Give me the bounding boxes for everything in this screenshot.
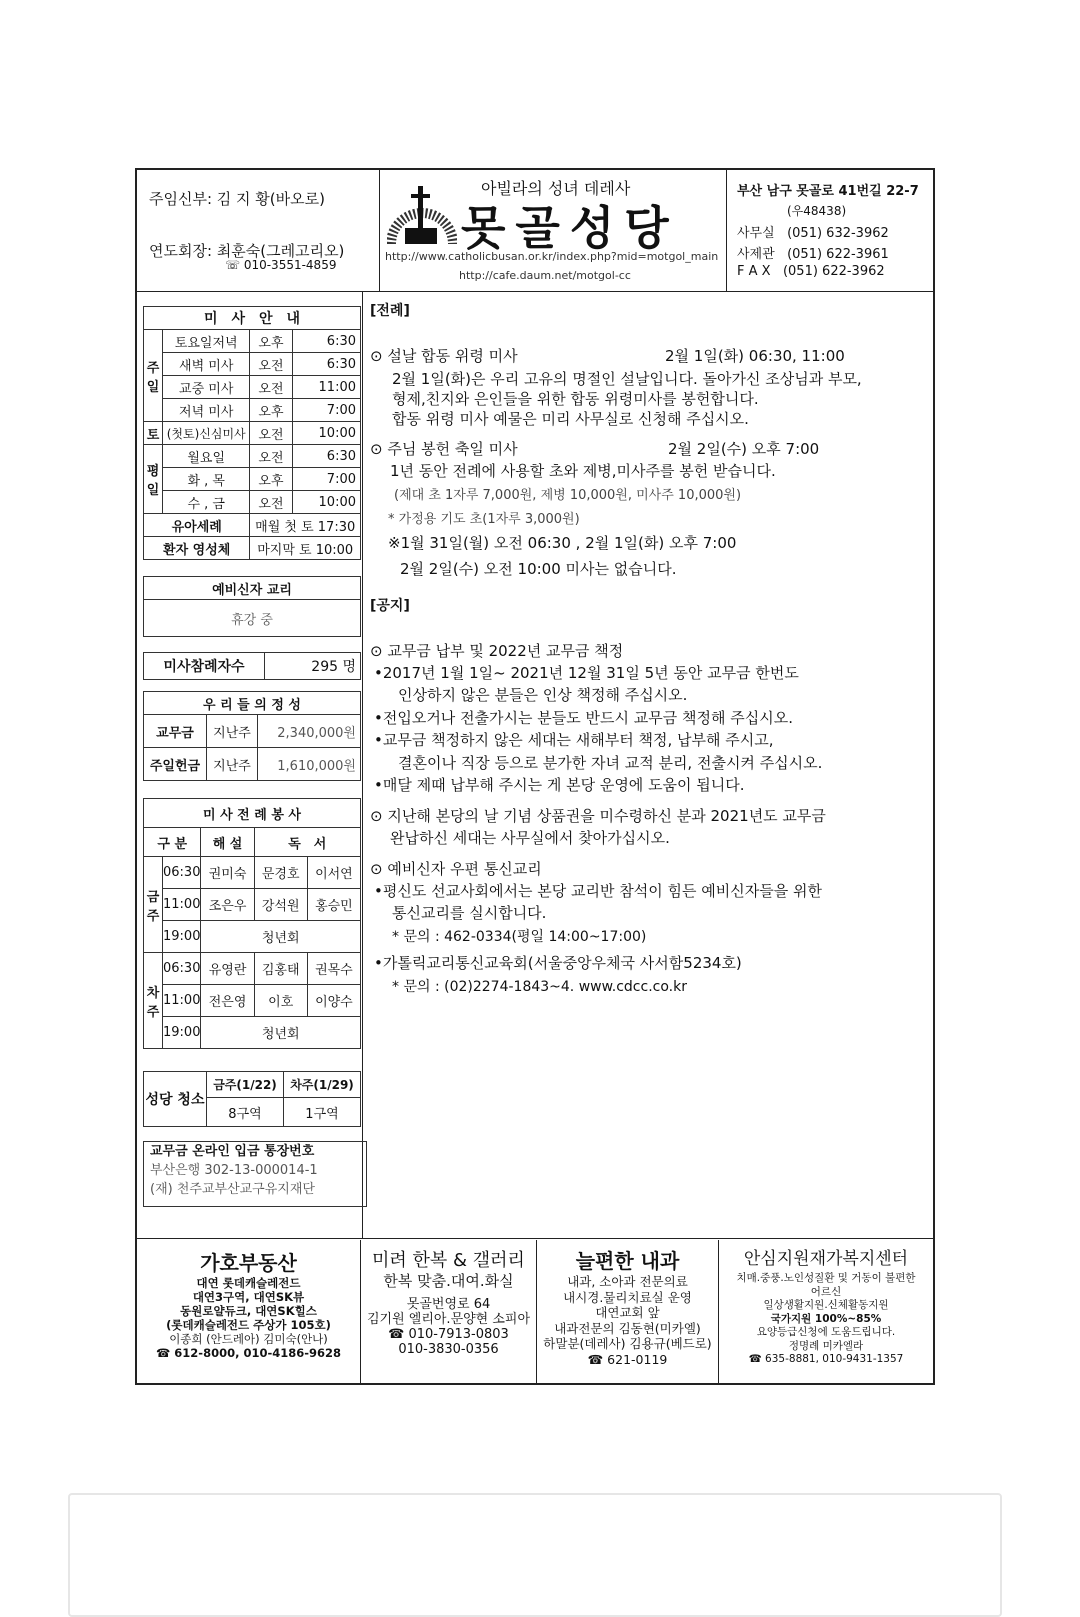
text-line: 2월 1일(화) 06:30, 11:00 [665, 347, 845, 365]
cell: 한복 맞춤.대여.화실 [383, 1272, 514, 1290]
cell: (롯데캐슬레전드 주상가 105호) [166, 1318, 331, 1332]
cell: 해 설 [201, 828, 254, 857]
cell: 환자 영성체 [144, 537, 250, 560]
cell: 주일헌금 [144, 748, 207, 781]
cell: 늘편한 내과 [575, 1249, 680, 1273]
cell: 내과전문의 김동현(미카엘) [554, 1320, 701, 1336]
text-line: * 문의 : (02)2274-1843~4. www.cdcc.co.kr [392, 979, 687, 995]
cell: 화 , 목 [163, 468, 250, 491]
cell: 11:00 [163, 889, 201, 921]
text-line: 형제,친지와 은인들을 위한 합동 위령미사를 봉헌합니다. [392, 390, 759, 408]
cell: 차주(1/29) [284, 1072, 361, 1098]
cell: (051) 622-3962 [782, 264, 885, 279]
text-line: (제대 초 1자루 7,000원, 제병 10,000원, 미사주 10,000원) [394, 488, 742, 503]
cell: 치매.중풍.노인성질환 및 거동이 불편한 [736, 1272, 916, 1284]
text-line: •교무금 책정하지 않은 세대는 새해부터 책정, 납부해 주시고, [374, 731, 774, 749]
cell: 조은우 [201, 889, 254, 921]
cell: 06:30 [163, 857, 201, 889]
cell: ☎ 621-0119 [587, 1351, 668, 1367]
cell: (051) 622-3961 [787, 247, 889, 262]
text-line: •2017년 1월 1일~ 2021년 12월 31일 5년 동안 교무금 한번도 [374, 664, 799, 682]
cell: 요양등급신청에 도움드립니다. [756, 1326, 896, 1338]
cell: 2,340,000원 [258, 715, 361, 748]
ad-clinic [537, 1240, 719, 1383]
cell: 6:30 [292, 353, 361, 376]
cell: 예비신자 교리 [144, 577, 361, 600]
cell: 금주 [144, 857, 163, 953]
cell: 문경호 [254, 857, 307, 889]
text-line: •가톨릭교리통신교육회(서울중앙우체국 사서함5234호) [374, 954, 742, 972]
cell: 우 리 들 의 정 성 [144, 692, 361, 715]
patron-saint: 아빌라의 성녀 데레사 [481, 179, 631, 198]
section-heading: [전례] [370, 303, 410, 319]
cafe-url[interactable]: http://cafe.daum.net/motgol-cc [459, 269, 631, 282]
cell: 못골번영로 64 [406, 1297, 491, 1312]
cell: 오전 [250, 445, 292, 468]
text-line: 2월 1일(화)은 우리 고유의 명절인 설날입니다. 돌아가신 조상님과 부모, [392, 370, 862, 388]
cell: 구 분 [144, 828, 201, 857]
cell: 강석원 [254, 889, 307, 921]
text-line: 통신교리를 실시합니다. [392, 904, 547, 922]
cell: ☎ 612-8000, 010-4186-9628 [155, 1346, 342, 1360]
sick-communion-time [250, 537, 361, 560]
cell: 내과, 소아과 전문의료 [567, 1274, 688, 1289]
cell: 오전 [250, 491, 292, 514]
contact-office [737, 222, 889, 241]
cell: ☎ 010-7913-0803 [388, 1327, 509, 1342]
attendance-table [143, 652, 361, 680]
cell: 오전 [250, 353, 292, 376]
cell: 어르신 [810, 1285, 842, 1298]
cell: 이양수 [307, 985, 360, 1017]
contact-fax [737, 264, 885, 279]
text-line: •평신도 선교사회에서는 본당 교리반 참석이 힘든 예비신자들을 위한 [374, 882, 822, 900]
cell: 대연 롯데캐슬레전드 [196, 1276, 301, 1290]
cell: 독 서 [254, 828, 360, 857]
cell: 정명례 미카엘라 [788, 1339, 864, 1352]
cell: 11:00 [163, 985, 201, 1017]
cell: 대연3구역, 대연SK뷰 [192, 1290, 305, 1304]
text-line: ⊙ 설날 합동 위령 미사 [370, 347, 518, 365]
cell: 미 사 전 례 봉 사 [144, 799, 361, 828]
cell: 수 , 금 [163, 491, 250, 514]
text-line: •매달 제때 납부해 주시는 게 본당 운영에 도움이 됩니다. [374, 776, 745, 794]
cell: 미려 한복 & 갤러리 [372, 1250, 525, 1271]
text-line: 1년 동안 전례에 사용할 초와 제병,미사주를 봉헌 받습니다. [390, 462, 776, 480]
president-phone: ☏ 010-3551-4859 [225, 258, 337, 272]
cell: 오전 [250, 376, 292, 399]
catechumen-table [143, 576, 361, 637]
cell: 오전 [250, 422, 292, 445]
cell: 오후 [250, 330, 292, 353]
cell: 가호부동산 [200, 1251, 297, 1275]
cell: 오후 [250, 399, 292, 422]
cell: (재) 천주교부산교구유지재단 [150, 1182, 315, 1197]
cell: 저녁 미사 [163, 399, 250, 422]
cell: 지난주 [207, 748, 258, 781]
offering-table [143, 691, 361, 781]
cell: 홍승민 [307, 889, 360, 921]
cell: 6:30 [292, 330, 361, 353]
mass-title: 미 사 안 내 [144, 307, 361, 330]
cell: 전은영 [201, 985, 254, 1017]
text-line: ⊙ 교무금 납부 및 2022년 교무금 책정 [370, 642, 624, 660]
cell: 성당 청소 [144, 1072, 207, 1127]
cell: 19:00 [163, 921, 201, 953]
ad-realestate [137, 1240, 361, 1383]
cell: 마지막 토 [257, 542, 312, 558]
diocese-url[interactable]: http://www.catholicbusan.or.kr/index.php?mid=motgol_main [385, 250, 719, 263]
next-card[interactable] [68, 1493, 1002, 1617]
cell: 김기원 엘리아.문양현 소피아 [366, 1312, 531, 1327]
cell: 010-3830-0356 [398, 1342, 499, 1357]
cell: 19:00 [163, 1017, 201, 1049]
text-line: ※1월 31일(월) 오전 06:30 , 2월 1일(화) 오후 7:00 [388, 534, 737, 552]
cell: 내시경.물리치료실 운영 [563, 1289, 692, 1305]
cell: 이서연 [307, 857, 360, 889]
cell: 휴강 중 [144, 600, 361, 637]
cell: 금주(1/22) [207, 1072, 284, 1098]
cell: 토 [144, 422, 163, 445]
text-line: * 문의 : 462-0334(평일 14:00~17:00) [392, 929, 647, 945]
cell: (051) 632-3962 [787, 226, 889, 241]
bulletin-page [135, 168, 935, 1385]
cell: 7:00 [292, 399, 361, 422]
cell: 권미숙 [201, 857, 254, 889]
cell: 새벽 미사 [163, 353, 250, 376]
cell: ☎ 635-8881, 010-9431-1357 [748, 1353, 904, 1365]
cell: 교무금 [144, 715, 207, 748]
cell: 10:00 [315, 542, 354, 558]
text-line: 인상하지 않은 분들은 인상 책정해 주십시오. [398, 686, 688, 704]
cell: 오후 [250, 468, 292, 491]
church-logo-icon [387, 184, 457, 246]
text-line: ⊙ 주님 봉헌 축일 미사 [370, 440, 518, 458]
cell: 11:00 [292, 376, 361, 399]
divider [137, 291, 933, 292]
cell: 안심지원재가복지센터 [743, 1249, 909, 1269]
ad-welfare-center [719, 1240, 933, 1383]
cell: 7:00 [292, 468, 361, 491]
section-heading: [공지] [370, 598, 410, 614]
cell: 사무실 [737, 226, 775, 241]
cell: 청년회 [201, 1017, 361, 1049]
online-account-box [143, 1141, 367, 1207]
contact-rectory [737, 243, 889, 262]
cell: 이종희 (안드레아) 김미숙(안나) [169, 1332, 328, 1346]
postal-code: (우48438) [787, 204, 847, 218]
cleaning-table [143, 1071, 361, 1127]
cell: 김홍태 [254, 953, 307, 985]
header-left [137, 170, 380, 291]
divider [137, 1238, 933, 1239]
cell: 1,610,000원 [258, 748, 361, 781]
cell: 토요일저녁 [163, 330, 250, 353]
cell: 국가지원 100%~85% [770, 1312, 882, 1325]
cell: 교중 미사 [163, 376, 250, 399]
cell: 평일 [144, 445, 163, 514]
cell: 10:00 [292, 491, 361, 514]
cell: 청년회 [201, 921, 361, 953]
cell: 사제관 [737, 247, 775, 262]
cell: 06:30 [163, 953, 201, 985]
pastor: 주임신부: 김 지 황(바오로) [149, 190, 325, 208]
cell: 유영란 [201, 953, 254, 985]
divider [362, 292, 363, 1238]
cell: F A X [737, 264, 771, 279]
cell: 미사참례자수 [144, 653, 265, 680]
liturgy-service-table [143, 798, 361, 1049]
mass-schedule-table [143, 306, 361, 560]
cell: 권목수 [307, 953, 360, 985]
cell: 동원로얄듀크, 대연SK힐스 [180, 1304, 317, 1318]
text-line: * 가정용 기도 초(1자루 3,000원) [388, 512, 580, 527]
cell: 매월 첫 토 [255, 519, 314, 535]
cell: 10:00 [292, 422, 361, 445]
text-line: 2월 2일(수) 오후 7:00 [668, 440, 820, 458]
cell: 주일 [144, 330, 163, 422]
cell: (첫토)신심미사 [163, 422, 250, 445]
baptism-time [250, 514, 361, 537]
church-name: 못골성당 [461, 201, 679, 255]
cell: 월요일 [163, 445, 250, 468]
cell: 하말분(데레사) 김용규(베드로) [543, 1336, 712, 1351]
cell: 대연교회 앞 [595, 1305, 660, 1320]
cell: 8구역 [207, 1098, 284, 1127]
cell: 차주 [144, 953, 163, 1049]
cell: 295 명 [265, 653, 361, 680]
text-line: 2월 2일(수) 오전 10:00 미사는 없습니다. [400, 560, 677, 578]
text-line: 합동 위령 미사 예물은 미리 사무실로 신청해 주십시오. [392, 410, 749, 428]
cell: 유아세례 [144, 514, 250, 537]
cell: 1구역 [284, 1098, 361, 1127]
cell: 지난주 [207, 715, 258, 748]
text-line: 결혼이나 직장 등으로 분가한 자녀 교적 분리, 전출시켜 주십시오. [398, 754, 823, 772]
ad-hanbok [361, 1240, 537, 1383]
cell: 6:30 [292, 445, 361, 468]
address: 부산 남구 못골로 41번길 22-7 [737, 184, 919, 199]
text-line: ⊙ 지난해 본당의 날 기념 상품권을 미수령하신 분과 2021년도 교무금 [370, 807, 826, 825]
cell: 부산은행 302-13-000014-1 [150, 1163, 318, 1178]
header-center [379, 170, 727, 291]
text-line: •전입오거나 전출가시는 분들도 반드시 교무금 책정해 주십시오. [374, 709, 793, 727]
cell: 이호 [254, 985, 307, 1017]
council-president: 연도회장: 최훈숙(그레고리오) [149, 242, 345, 260]
cell: 17:30 [317, 519, 356, 535]
cell: 일상생활지원.신체활동지원 [763, 1299, 889, 1311]
text-line: 완납하신 세대는 사무실에서 찾아가십시오. [390, 829, 670, 847]
cell: 교무금 온라인 입금 통장번호 [150, 1144, 315, 1159]
text-line: ⊙ 예비신자 우편 통신교리 [370, 860, 542, 878]
